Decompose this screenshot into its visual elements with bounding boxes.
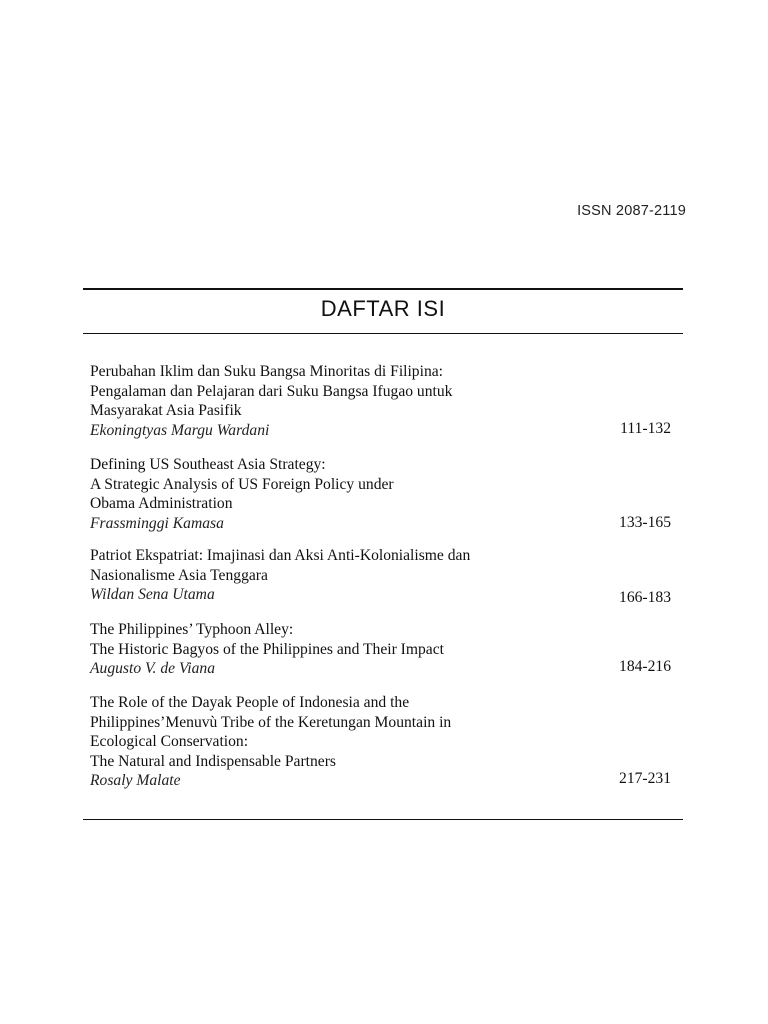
entry-author: Wildan Sena Utama	[90, 586, 215, 603]
entry-title-line: The Role of the Dayak People of Indonesia and the	[90, 694, 410, 711]
entry-title-line: Patriot Ekspatriat: Imajinasi dan Aksi Anti-Kolonialisme dan	[90, 547, 471, 564]
entry-title-line: A Strategic Analysis of US Foreign Policy under	[90, 475, 394, 493]
entry-title-line: Masyarakat Asia Pasifik	[90, 402, 242, 419]
entry-author: Rosaly Malate	[90, 772, 181, 789]
toc-heading: DAFTAR ISI	[320, 296, 446, 321]
toc-entry[interactable]	[90, 362, 680, 440]
entry-title-line: The Historic Bagyos of the Philippines and Their Impact	[90, 640, 444, 658]
heading-underline-rule	[83, 333, 683, 334]
entry-page-range: 184-216	[619, 658, 671, 675]
entry-page-range: 166-183	[619, 589, 671, 606]
entry-page-range: 133-165	[619, 513, 671, 531]
entry-title-line: The Natural and Indispensable Partners	[90, 752, 336, 770]
top-rule	[83, 288, 683, 290]
entry-title-line: Nasionalisme Asia Tenggara	[90, 566, 268, 584]
toc-entry[interactable]	[90, 620, 680, 679]
issn-label: ISSN 2087-2119	[577, 203, 686, 219]
toc-entry[interactable]	[90, 546, 680, 605]
entry-title-line: Defining US Southeast Asia Strategy:	[90, 456, 326, 473]
entry-page-range: 111-132	[620, 419, 671, 437]
toc-entry[interactable]	[90, 693, 680, 791]
entry-author: Frassminggi Kamasa	[90, 514, 224, 532]
entry-page-range: 217-231	[619, 770, 671, 787]
toc-entry[interactable]	[90, 455, 680, 533]
entry-author: Augusto V. de Viana	[90, 660, 216, 677]
entry-title-line: Perubahan Iklim dan Suku Bangsa Minoritas di Filipina:	[90, 363, 443, 380]
entry-title-line: Philippines’Menuvù Tribe of the Keretungan Mountain in	[90, 713, 452, 731]
bottom-rule	[83, 819, 683, 820]
entry-title-line: Ecological Conservation:	[90, 733, 249, 750]
entry-title-line: Pengalaman dan Pelajaran dari Suku Bangsa Ifugao untuk	[90, 382, 453, 400]
entry-author: Ekoningtyas Margu Wardani	[90, 421, 270, 439]
entry-title-line: Obama Administration	[90, 495, 233, 512]
entry-title-line: The Philippines’ Typhoon Alley:	[90, 621, 294, 638]
